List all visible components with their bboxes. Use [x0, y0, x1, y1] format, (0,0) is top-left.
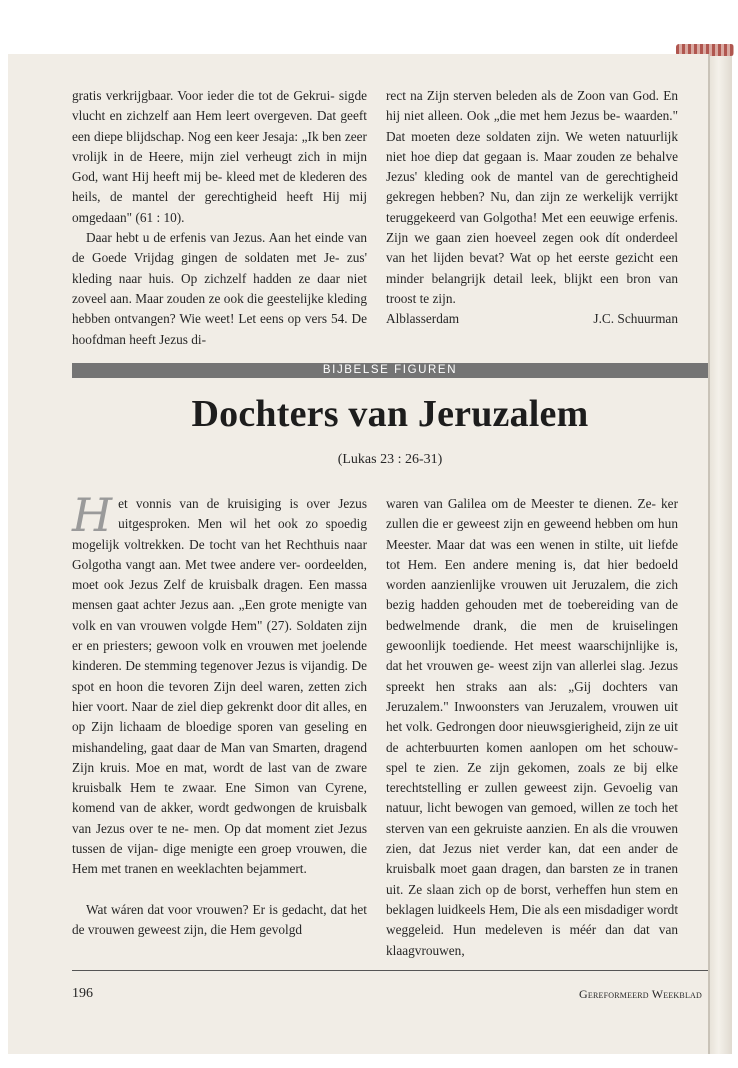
- signature-author: J.C. Schuurman: [593, 311, 678, 327]
- journal-name: Gereformeerd Weekblad: [579, 987, 702, 1001]
- signature-place: Alblasserdam: [386, 311, 460, 327]
- page-number: 196: [72, 986, 93, 1001]
- section-banner: BIJBELSE FIGUREN: [72, 363, 708, 378]
- drop-cap: H: [72, 488, 113, 542]
- footer-rule: [72, 970, 708, 971]
- top-left-column: gratis verkrijgbaar. Voor ieder die tot de Gekrui- sigde vlucht en zichzelf aan Hem leert overgeven. Dat geeft een diepe blijdschap. Nog een keer Jesaja: „Ik ben zeer vrolijk in de Heere, mijn ziel verheugt zich in mijn God, want Hij heeft mij be- kleed met de klederen des heils, de mantel der gerechtigheid heeft Hij mij omgedaan" (61 : 10). Daar hebt u de erfenis van Jezus. Aan het einde van de Goede Vrijdag gingen de soldaten met Je- zus' kleding naar huis. Op zichzelf hadden ze daar niet zoveel aan. Maar zouden ze ook die geestelijke kleding hebben ontvangen? Wie weet! Let eens op vers 54. De hoofdman heeft Jezus di-: [72, 88, 368, 347]
- article-title: Dochters van Jeruzalem: [191, 393, 589, 435]
- top-right-column: rect na Zijn sterven beleden als de Zoon van God. En hij niet alleen. Ook „die met hem Jezus be- waarden." Dat moeten deze soldaten zijn. We weten natuurlijk niet hoe diep dat gegaan is. Maar zouden ze behalve Jezus' kleding ook de mantel van de gerechtigheid gekregen hebben? Nu, dan zijn ze werkelijk verrijkt teruggekeerd van Golgotha! Met een eeuwige erfenis. Zijn we gaan zien hoeveel zegen ook dít onderdeel van het lijden bevat? Wat op het eerste gezicht een minder belangrijk detail leek, blijkt een bron van troost te zijn. Alblasserdam J.C. Schuurman: [386, 86, 678, 330]
- scripture-reference: (Lukas 23 : 26-31): [337, 452, 443, 467]
- article-right-column: waren van Galilea om de Meester te dienen. Ze- ker zullen die er geweest zijn en geweend hebben om hun Meester. Maar dat was een wenen in stilte, uit liefde tot Hem. Een andere mening is, dat hier bedoeld worden aanzienlijke vrouwen uit Jeruzalem, die zich bezig hadden gehouden met de toebereiding van de bedwelmende drank, die men de kruiselingen gewoonlijk toediende. Het meest waarschijnlijke is, dat het vrouwen ge- weest zijn van allerlei slag. Jezus spreekt hen straks aan als: „Gij dochters van Jeruzalem." Inwoonsters van Jeruzalem, vrouwen uit het volk. Gedrongen door nieuwsgierigheid, zijn ze uit de achterbuurten komen aanlopen om het schouw- spel te zien. Ze zijn gekomen, zoals ze bij elke terechtstelling er zullen geweest zijn. Gevoelig van natuur, licht bewogen van gemoed, willen ze toch het sterven van een gekruiste aanzien. En als die vrouwen zien, dat Jezus niet verder kan, dat een ander de kruisbalk moet gaan dragen, dan barsten ze in tranen uit. Ze slaan zich op de borst, verheffen hun stem en beklagen luidkeels Hem, Die als een misdadiger wordt weggeleid. Hun medeleven is méér dan dat van klaagvrouwen,: [386, 496, 679, 958]
- signature: [386, 309, 678, 329]
- page-edge: [710, 54, 732, 1054]
- article-left-column: Het vonnis van de kruisiging is over Jezus uitgesproken. Men wil het ook zo spoedig mogelijk voltrekken. De tocht van het Rechthuis naar Golgotha vangt aan. Met twee andere ver- oordeelden, moet ook Jezus Zelf de kruisbalk dragen. Een massa mensen gaat achter Jezus aan. „Een grote menigte van volk en van vrouwen volgde Hem" (27). Soldaten zijn er en priesters; gewoon volk en vrouwen met joelende kinderen. De stemming tegenover Jezus is vijandig. De spot en hoon die tevoren Zijn deel waren, zetten zich hier voort. Naar de ziel diep gekrenkt door dit alles, en op Zijn lichaam de bloedige sporen van geseling en mishandeling, gaat daar de Man van Smarten, dragend Zijn kruis. Moe en mat, wordt de last van de zware kruisbalk Hem te zwaar. Ene Simon van Cyrene, komend van de akker, wordt gedwongen de kruisbalk van Jezus over te ne- men. Op dat moment ziet Jezus tussen de vijan- dige menigte een groep vrouwen, die Hem met tranen en weeklachten bejammert. Wat wáren dat voor vrouwen? Er is gedacht, dat het de vrouwen geweest zijn, die Hem gevolgd: [72, 488, 368, 937]
